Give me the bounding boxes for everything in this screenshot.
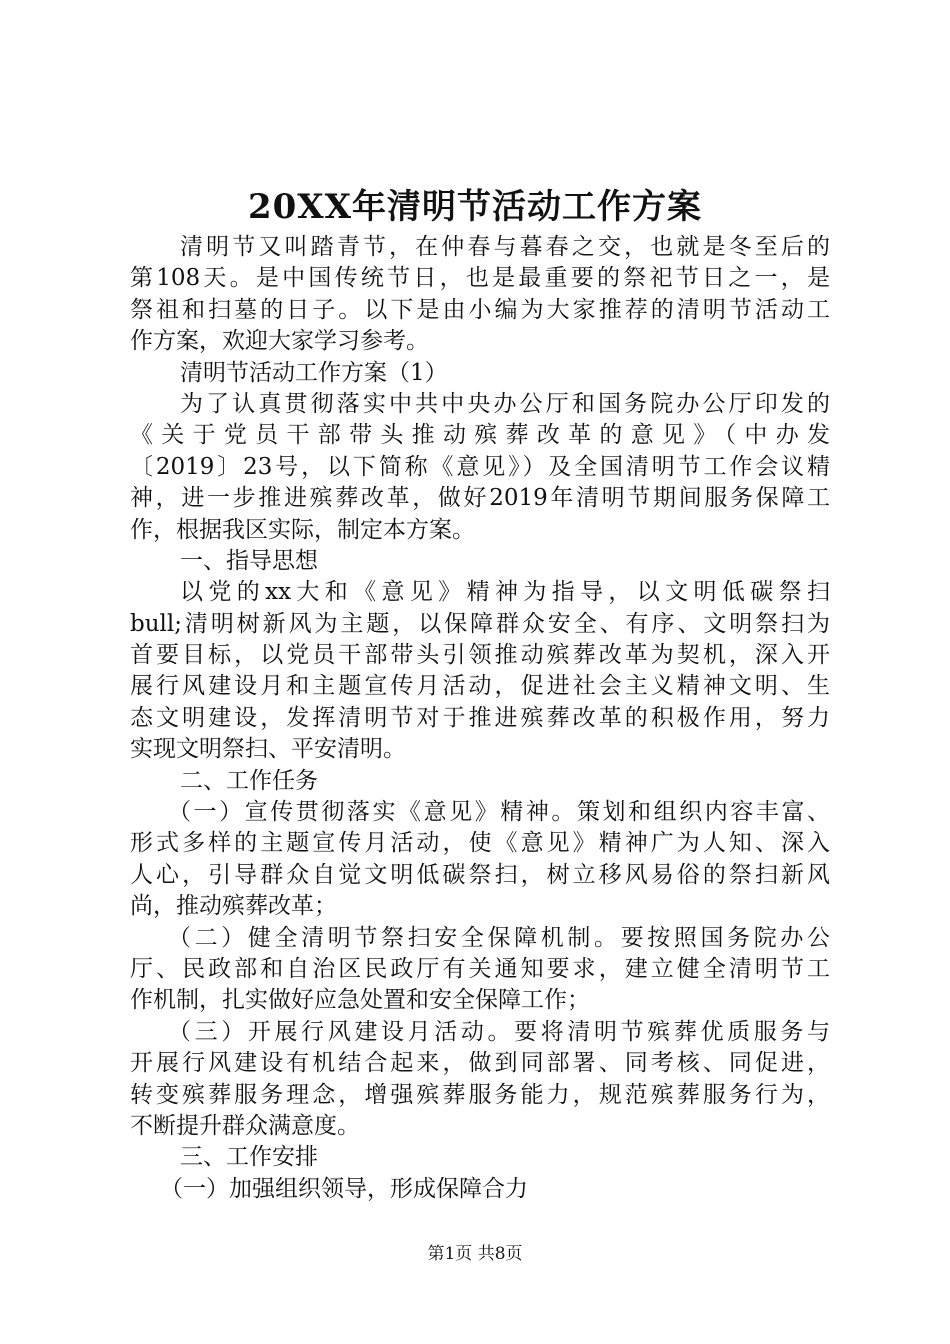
body-line: 形式多样的主题宣传月活动，使《意见》精神广为人知、深入 [130,830,830,857]
body-line: 尚，推动殡葬改革； [130,893,337,920]
body-line: （三）开展行风建设月活动。要将清明节殡葬优质服务与 [168,1018,830,1045]
body-line: 作方案，欢迎大家学习参考。 [130,328,429,355]
body-line: 作，根据我区实际，制定本方案。 [130,516,475,543]
body-line: 态文明建设，发挥清明节对于推进殡葬改革的积极作用，努力 [130,704,830,731]
subsection-heading: （一）加强组织领导，形成保障合力 [160,1175,528,1202]
document-title: 20XX年清明节活动工作方案 [247,187,703,227]
body-line: 不断提升群众满意度。 [130,1112,360,1139]
section-heading: 一、指导思想 [180,547,318,574]
body-line: 人心，引导群众自觉文明低碳祭扫，树立移风易俗的祭扫新风 [130,861,830,888]
section-heading: 三、工作安排 [180,1144,318,1171]
body-line: 作机制，扎实做好应急处置和安全保障工作； [130,987,590,1014]
body-line: （一）宣传贯彻落实《意见》精神。策划和组织内容丰富、 [168,799,830,826]
body-line: 以党的xx大和《意见》精神为指导，以文明低碳祭扫 [180,579,830,606]
body-line: 实现文明祭扫、平安清明。 [130,736,406,763]
body-line: bull;清明树新风为主题，以保障群众安全、有序、文明祭扫为 [130,610,830,637]
body-line: 祭祖和扫墓的日子。以下是由小编为大家推荐的清明节活动工 [130,296,830,323]
body-line: 〔2019〕23号，以下简称《意见》）及全国清明节工作会议精 [130,453,830,480]
body-line: 厅、民政部和自治区民政厅有关通知要求，建立健全清明节工 [130,955,830,982]
document-body [130,232,830,1205]
body-line: 清明节又叫踏青节，在仲春与暮春之交，也就是冬至后的 [180,234,830,260]
body-line: 第108天。是中国传统节日，也是最重要的祭祀节日之一，是 [130,265,830,292]
body-line: 转变殡葬服务理念，增强殡葬服务能力，规范殡葬服务行为， [130,1081,830,1108]
section-heading: 清明节活动工作方案（1） [180,359,448,386]
body-line: （二）健全清明节祭扫安全保障机制。要按照国务院办公 [168,924,830,951]
section-heading: 二、工作任务 [180,767,318,794]
body-line: 《关于党员干部带头推动殡葬改革的意见》（中办发 [130,422,830,449]
body-line: 首要目标，以党员干部带头引领推动殡葬改革为契机，深入开 [130,642,830,669]
body-line: 展行风建设月和主题宣传月活动，促进社会主义精神文明、生 [130,673,830,700]
page-number: 第1页 共8页 [427,1244,523,1264]
body-line: 为了认真贯彻落实中共中央办公厅和国务院办公厅印发的 [180,390,830,417]
body-line: 开展行风建设有机结合起来，做到同部署、同考核、同促进， [130,1050,830,1077]
body-line: 神，进一步推进殡葬改革，做好2019年清明节期间服务保障工 [130,485,830,512]
